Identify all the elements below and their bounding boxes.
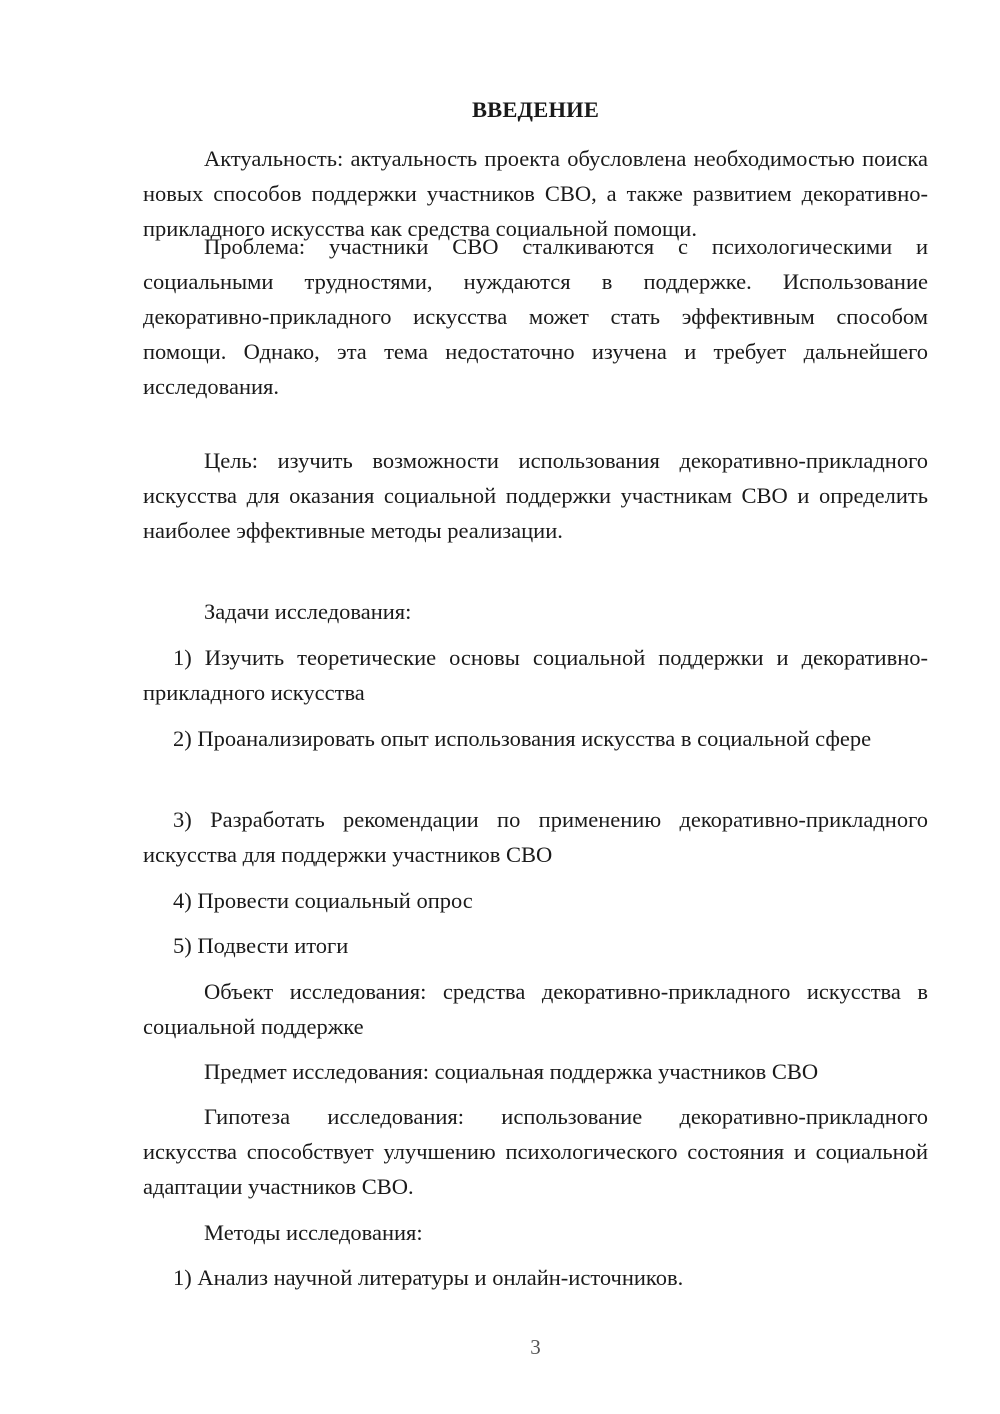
list-item-task-3: 3) Разработать рекомендации по применению декоративно-прикладного искусства для поддержки участников СВО <box>143 807 928 867</box>
document-page <box>143 0 928 1414</box>
paragraph-methods-heading: Методы исследования: <box>204 1220 423 1245</box>
page-number: 3 <box>530 1335 541 1359</box>
paragraph-goal: Цель: изучить возможности использования декоративно-прикладного искусства для оказания социальной поддержки участникам СВО и определить наиболее эффективные методы реализации. <box>143 448 928 543</box>
list-item-method-1: 1) Анализ научной литературы и онлайн-источников. <box>173 1265 684 1290</box>
section-title: ВВЕДЕНИЕ <box>471 97 600 122</box>
list-item-task-1: 1) Изучить теоретические основы социальной поддержки и декоративно-прикладного искусства <box>143 645 928 705</box>
paragraph-object: Объект исследования: средства декоративно-прикладного искусства в социальной поддержке <box>143 979 928 1039</box>
paragraph-hypothesis: Гипотеза исследования: использование декоративно-прикладного искусства способствует улучшению психологического состояния и социальной адаптации участников СВО. <box>143 1104 928 1199</box>
paragraph-subject: Предмет исследования: социальная поддержка участников СВО <box>204 1059 819 1084</box>
paragraph-problem: Проблема: участники СВО сталкиваются с психологическими и социальными трудностями, нуждаются в поддержке. Использование декоративно-прикладного искусства может стать эффективным способом помощи. Однако, эта тема недостаточно изучена и требует дальнейшего исследования. <box>143 234 928 399</box>
list-item-task-5: 5) Подвести итоги <box>173 933 349 958</box>
paragraph-tasks-heading: Задачи исследования: <box>204 599 412 624</box>
list-item-task-2: 2) Проанализировать опыт использования искусства в социальной сфере <box>173 726 872 751</box>
list-item-task-4: 4) Провести социальный опрос <box>173 888 473 913</box>
paragraph-relevance: Актуальность: актуальность проекта обусловлена необходимостью поиска новых способов поддержки участников СВО, а также развитием декоративно-прикладного искусства как средства социальной помощи. <box>143 146 928 241</box>
